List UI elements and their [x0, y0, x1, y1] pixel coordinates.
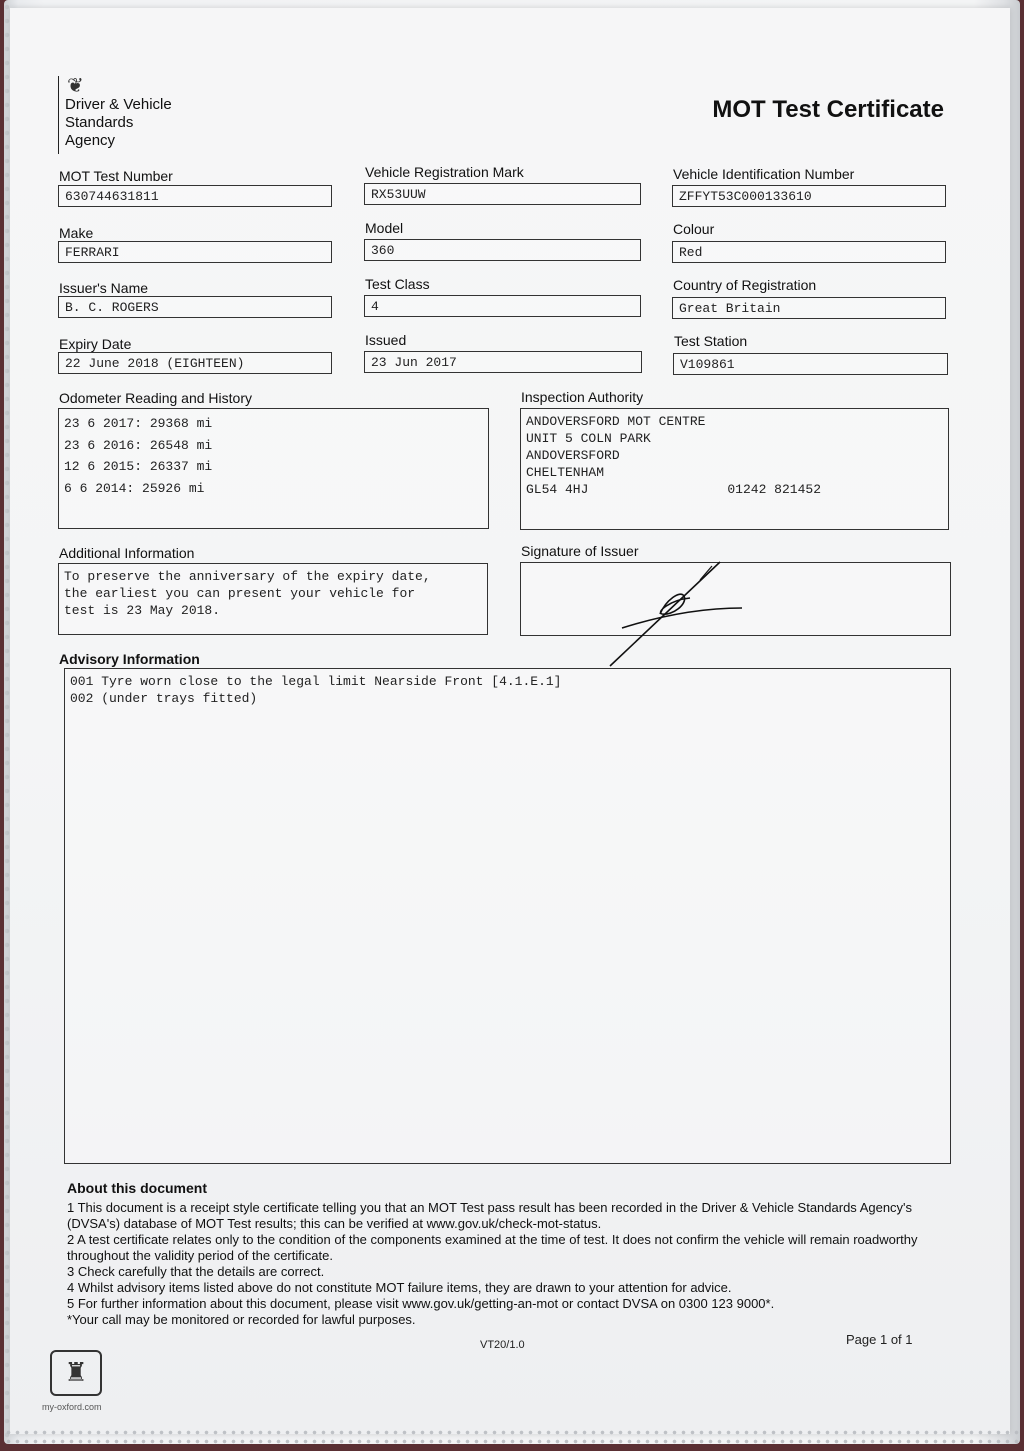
about-item: 4 Whilst advisory items listed above do not constitute MOT failure items, they are drawn to your attention for advice. — [67, 1280, 732, 1295]
odometer-box — [58, 408, 489, 529]
inspection-line: CHELTENHAM — [526, 465, 605, 480]
additional-label: Additional Information — [59, 545, 195, 561]
stamp-text: my-oxford.com — [42, 1402, 102, 1412]
test-class-field: 4 — [364, 295, 641, 317]
about-item: *Your call may be monitored or recorded for lawful purposes. — [67, 1312, 416, 1327]
test-number-label: MOT Test Number — [59, 168, 173, 184]
advisory-label: Advisory Information — [59, 651, 200, 667]
additional-line: the earliest you can present your vehicle for — [64, 586, 416, 601]
odometer-line: 6 6 2014: 25926 mi — [64, 480, 205, 496]
odometer-line: 23 6 2017: 29368 mi — [64, 416, 213, 431]
make-label: Make — [59, 225, 94, 241]
registration-label: Vehicle Registration Mark — [365, 164, 524, 180]
model-label: Model — [365, 220, 404, 236]
make-field: FERRARI — [58, 241, 332, 263]
signature-label: Signature of Issuer — [521, 543, 639, 559]
issuer-field: B. C. ROGERS — [58, 296, 332, 318]
colour-field: Red — [672, 241, 946, 263]
inspection-line: ANDOVERSFORD — [526, 448, 620, 463]
lion-emblem-icon: ♜ — [50, 1350, 102, 1396]
additional-line: test is 23 May 2018. — [64, 603, 221, 618]
additional-box — [58, 563, 488, 635]
issued-field: 23 Jun 2017 — [364, 351, 642, 373]
advisory-line: 002 (under trays fitted) — [70, 691, 258, 706]
advisory-box — [64, 668, 951, 1164]
inspection-label: Inspection Authority — [521, 389, 644, 405]
about-item: 3 Check carefully that the details are correct. — [67, 1264, 325, 1279]
issuer-signature — [600, 556, 760, 671]
model-field: 360 — [364, 239, 641, 261]
about-title: About this document — [67, 1180, 207, 1196]
about-section — [67, 1180, 947, 1328]
inspection-phone: 01242 821452 — [727, 482, 821, 497]
odometer-line: 12 6 2015: 26337 mi — [64, 459, 213, 474]
inspection-line: ANDOVERSFORD MOT CENTRE — [526, 414, 706, 429]
station-field: V109861 — [673, 353, 948, 375]
issuer-label: Issuer's Name — [59, 280, 149, 296]
royal-crest-icon: ❦ — [67, 75, 84, 97]
inspection-postcode-row — [526, 481, 821, 498]
document-title: MOT Test Certificate — [712, 96, 944, 123]
colour-label: Colour — [673, 221, 715, 237]
test-class-label: Test Class — [365, 276, 430, 292]
form-reference: VT20/1.0 — [480, 1339, 525, 1351]
issued-label: Issued — [365, 332, 407, 348]
registration-field: RX53UUW — [364, 183, 641, 205]
vin-field: ZFFYT53C000133610 — [672, 185, 946, 207]
about-item: 5 For further information about this document, please visit www.gov.uk/getting-an-mot or contact DVSA on 0300 123 9000*. — [67, 1296, 775, 1311]
odometer-label: Odometer Reading and History — [59, 390, 252, 406]
inspection-line: UNIT 5 COLN PARK — [526, 431, 651, 446]
country-field: Great Britain — [672, 297, 946, 319]
test-number-field: 630744631811 — [58, 185, 332, 207]
sleeve-bottom-edge — [4, 1428, 1020, 1444]
agency-name: Driver & Vehicle Standards Agency — [65, 96, 172, 149]
page-number: Page 1 of 1 — [846, 1332, 913, 1347]
country-label: Country of Registration — [673, 277, 817, 293]
additional-line: To preserve the anniversary of the expiry date, — [64, 569, 431, 584]
vin-label: Vehicle Identification Number — [673, 166, 855, 182]
station-label: Test Station — [674, 333, 748, 349]
advisory-line: 001 Tyre worn close to the legal limit Nearside Front [4.1.E.1] — [70, 674, 562, 689]
expiry-field: 22 June 2018 (EIGHTEEN) — [58, 352, 332, 374]
expiry-label: Expiry Date — [59, 336, 132, 352]
inspection-box — [520, 408, 949, 530]
about-item: 1 This document is a receipt style certificate telling you that an MOT Test pass result has been recorded in the Driver & Vehicle Standards Agency's (DVSA's) database of MOT Test results; this can be verified at www.gov.uk/check-mot-status. — [67, 1200, 913, 1231]
inspection-postcode: GL54 4HJ — [526, 482, 589, 497]
about-item: 2 A test certificate relates only to the condition of the components examined at the time of test. It does not confirm the vehicle will remain roadworthy throughout the validity period of the certificate. — [67, 1232, 918, 1263]
dvsa-logo — [58, 76, 172, 154]
odometer-line: 23 6 2016: 26548 mi — [64, 437, 213, 453]
